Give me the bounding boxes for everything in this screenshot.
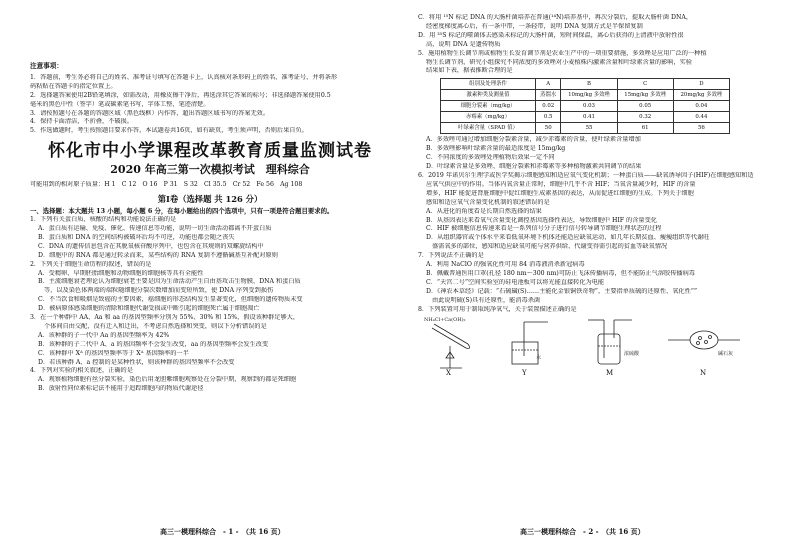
section-title: 第Ⅰ卷（选择题 共 126 分） <box>157 194 263 205</box>
label-y: Y <box>522 369 527 378</box>
notice-item: 2．选择题答案使用2B铅笔填涂，如需改动，用橡皮擦干净后，再选涂其它答案的标号；非选择题答案使用0.5 <box>30 91 331 99</box>
table-measure-header: 激素种类及测量值 <box>441 90 536 101</box>
question-line: D．《神农本草经》记载：“石硫磺(S)……主能化金银铜铁奇物”，主要指单质硫的还原性、氧化性“” <box>426 287 698 295</box>
notice-heading: 注意事项： <box>30 62 63 70</box>
atomic-masses-line: 可能用到的相对原子质量：H 1 C 12 O 16 P 31 S 32 Cl 35.5 Cr 52 Fe 56 Ag 108 <box>30 181 303 189</box>
exam-title: 怀化市中小学课程改革教育质量监测试卷 <box>48 141 372 162</box>
table-row <box>441 123 730 134</box>
notice-list <box>30 74 390 136</box>
table-cell: 0.44 <box>673 112 729 123</box>
caption-reagents: NH₄Cl+Ca(OH)₂ <box>424 317 466 324</box>
question-line: 物生长调节剂，研究小组探究不同浓度的多效唑对小麦植株内激素含量和叶绿素含量的影响，实验 <box>426 58 693 66</box>
left-column <box>30 14 390 394</box>
exam-subtitle: 2020 年高三第一次模拟考试 理科综合 <box>110 163 310 177</box>
question-line: 4．下列对实验的相关叙述，正确的是 <box>30 367 133 375</box>
question-line: B．主流细胞衰老理论认为细胞衰老主要是因为生命活动产生自由基攻击生物膜、DNA 和蛋白质 <box>38 278 301 286</box>
table-cell: 0.05 <box>617 101 673 112</box>
question-line: D．用 ³⁵S 标记的噬菌体去感染未标记的大肠杆菌，短时间保温，离心后获得的上清液中放射性很 <box>418 31 684 39</box>
table-cell: 0.32 <box>617 112 673 123</box>
question-line: C．不同浓度的多效唑处理植物后效果一定不同 <box>426 154 555 162</box>
question-line: D．从组织器官或个体水平来看低氧环境下机体还能适应缺氧运动，如几年长期贫血、瘦瘦组织等代谢旺 <box>426 234 710 242</box>
table-cell: 50 <box>536 123 561 134</box>
question-line: C．该种群中 Xᴬ 的基因型频率等于 Xᴬ 基因频率的一半 <box>38 349 189 357</box>
page-footer-right: 高三一模理科综合 - 2 - （共 16 页） <box>520 527 645 536</box>
table-cell: 56 <box>673 123 729 134</box>
question-line: A．从进化的角度看是长期自然选择的结果 <box>426 207 542 215</box>
table-group-b: B <box>561 79 617 90</box>
table-row-label: 赤霉素（mg/kg） <box>441 112 536 123</box>
question-line: 7．下列说法不正确的是 <box>418 252 484 260</box>
table-treatment-a: 蒸馏水 <box>536 90 561 101</box>
question-line: 2．下列关于细胞生命历程的叙述，错误的是 <box>30 260 152 268</box>
question-line: 盛需氧多的部位，感知和适应缺氧可能与营养供给、代谢变得需引起的贫血等缺氧情况 <box>432 243 668 251</box>
table-group-header: 组别及处理条件 <box>441 79 536 90</box>
notice-item: 码粘贴在答题卡的指定位置上。 <box>30 82 117 90</box>
question-line: 1．下列有关蛋白质、核酸的结构和功能说法正确的是 <box>30 216 177 224</box>
table-cell: 55 <box>561 123 617 134</box>
table-group-d: D <box>673 79 729 90</box>
question-line: D．被病原体感染细胞的清除和细胞代谢受损或中断引起的细胞死亡属于细胞凋亡 <box>38 305 260 313</box>
question-line: 经密度梯度离心后，有一条中带，一条轻带，说明 DNA 复制方式是半保留复制 <box>426 22 643 30</box>
notice-item: 4．保持卡面清洁，不折叠，不破损。 <box>30 118 133 126</box>
page-footer-left: 高三一模理科综合 - 1 - （共 16 页） <box>160 527 285 536</box>
table-cell: 0.04 <box>673 101 729 112</box>
right-questions-top <box>418 14 768 76</box>
table-cell: 0.02 <box>536 101 561 112</box>
table-row-label: 叶绿素含量（SPAD 值） <box>441 123 536 134</box>
notice-item: 毫米的黑色中性（签字）笔或碳素笔书写，字体工整，笔迹清楚。 <box>30 100 210 108</box>
notice-item: 1．答题前，考生务必将自己的姓名、准考证号填写在答题卡上，认真核对条形码上的姓名、准考证号，并将条形 <box>30 73 338 81</box>
right-questions-bottom <box>418 136 768 314</box>
question-line: A．该种群的子一代中 Aa 的基因型频率为 42% <box>38 331 170 339</box>
apparatus-figure <box>418 316 768 378</box>
question-line: 3．在一个种群中 AA、Aa 和 aa 的基因型频率分别为 55%、30% 和 15%，假设该种群足够大， <box>30 314 300 322</box>
question-line: D．细胞中的 RNA 都是通过转录而来，某些结构的 RNA 复制不遵循碱基互补配对原则 <box>38 251 278 259</box>
table-cell: 0.03 <box>561 101 617 112</box>
question-line: 等，以及染色体两端的端粒随细胞分裂次数增加而变短所致，使 DNA 序列受到损伤 <box>44 287 274 295</box>
right-column <box>418 14 768 378</box>
question-line: 8．下列装置可用于制取纯净氧气，关于装置描述正确的是 <box>418 305 577 313</box>
question-line: B．从基因表达来看氧气含量变化调控基因选择性表达，导致细胞中 HIF 的含量变化 <box>426 216 657 224</box>
question-line: 应氧气供应中的作用。当体内氧含量正常时，细胞中几乎不含 HIF；当氧含量减少时，HIF 的含量 <box>426 180 696 188</box>
table-cell: 0.5 <box>536 112 561 123</box>
table-treatment-d: 20mg/kg 多效唑 <box>673 90 729 101</box>
table-row <box>441 112 730 123</box>
label-m: M <box>606 369 614 378</box>
question-line: B．蛋白质和 DNA 的空间结构被破坏后均不可逆，功能也都会随之丧失 <box>38 233 235 241</box>
question-line: C．不当饮食和吸烟是致癌的主要因素，癌细胞的形态结构发生显著变化，但细胞的遗传物质未变 <box>38 296 303 304</box>
question-line: 结果如下表，据表推断合理的是 <box>426 67 513 75</box>
caption-soda-lime: 碱石灰 <box>718 351 734 358</box>
notice-item: 3．请按照题号在各题的答题区域（黑色线框）内作答，超出答题区域书写的答案无效。 <box>30 109 270 117</box>
question-line: 高，说明 DNA 是遗传物质 <box>426 40 501 48</box>
question-line: 个体间自由交配，没有迁入和迁出，不考虑自然选择和突变，则以下分析错误的是 <box>44 322 267 330</box>
table-group-a: A <box>536 79 561 90</box>
question-line: 增多，HIF 能促进肾脏细胞中促红细胞生成素基因的表达，从而促进红细胞的生成。下列关于细胞 <box>426 189 694 197</box>
question-line: 6．2019 年诺贝尔生理学或医学奖揭示细胞感知和适应氧气变化机制；一种蛋白质——缺氧诱导因子(HIF)在细胞感知和适 <box>418 171 754 179</box>
caption-acid: 浓硫酸 <box>624 351 640 358</box>
left-questions <box>30 216 390 394</box>
apparatus-drawing <box>428 316 758 378</box>
table-treatment-c: 15mg/kg 多效唑 <box>617 90 673 101</box>
experiment-table <box>440 78 730 134</box>
question-line: B．放射性同位素标记法不能用于追踪细胞内的物质代谢途径 <box>38 385 204 393</box>
question-line: C．“天宫二号”空间实验室的硅电池板可以将光能直接转化为电能 <box>426 278 605 286</box>
table-cell: 0.41 <box>561 112 617 123</box>
table-group-c: C <box>617 79 673 90</box>
question-line: D．若该种群 A、a 控制的是某种性状，则该种群的基因型频率不会改变 <box>38 358 235 366</box>
table-cell: 61 <box>617 123 673 134</box>
mc-intro: 一、选择题：本大题共 13 小题，每小题 6 分，在每小题给出的四个选项中，只有一项是符合题目要求的。 <box>30 207 334 216</box>
question-line: 感知和适应氧气含量变化机制的叙述错误的是 <box>426 198 550 206</box>
question-line: C．DNA 的遗传信息包含在其脱氧核苷酸序列中，也包含在其规则的双螺旋结构中 <box>38 242 264 250</box>
question-line: A．利用 NaClO 的强氧化性可用 84 消毒液消杀新冠病毒 <box>426 261 585 269</box>
question-line: B．多效唑影响叶绿素含量的最适浓度是 15mg/kg <box>426 145 566 153</box>
table-treatment-b: 10mg/kg 多效唑 <box>561 90 617 101</box>
notice-item: 5．作选做题时，考生按照题目要求作答，本试题卷共16页，如有缺页，考生须声明，否则后果自负。 <box>30 127 308 135</box>
label-n: N <box>700 369 707 378</box>
question-line: 由此说明硫(S)具有还原性，能消毒杀菌 <box>432 296 541 304</box>
caption-water: 水 <box>536 355 542 362</box>
table-row <box>441 101 730 112</box>
question-line: C．将用 ¹⁵N 标记 DNA 的大肠杆菌培养在普通(¹⁴N)培养基中，再次分裂后，提取大肠杆菌 DNA， <box>418 14 693 21</box>
question-line: C．HIF 被细胞信息传递来看是一系列信号分子进行信号转导调节细胞生理状态的过程 <box>426 225 662 233</box>
question-line: B．佩戴普通医用口罩(孔径 180 nm～300 nm)可防止飞沫传播病毒，但不能防止气溶胶传播病毒 <box>426 269 695 277</box>
question-line: A．受精卵、早期胚胎细胞和动物细胞的细胞核等具有全能性 <box>38 269 204 277</box>
question-line: A．观察植物细胞有丝分裂实验，染色后用龙胆紫细胞观察处在分裂中期，观察到的都是死细胞 <box>38 376 297 384</box>
question-line: B．该种群的子二代中 A、a 的基因频率不会发生改变，aa 的基因型频率会发生改变 <box>38 340 269 348</box>
question-line: 5．施用植物生长调节剂或植物生长发育调节剂是农业生产中的一项重要措施，多效唑是应用广泛的一种植 <box>418 49 707 57</box>
question-line: D．叶绿素含量是多效唑、细胞分裂素和赤霉素等多种植物激素共同调节的结果 <box>426 163 642 171</box>
question-line: A．多效唑可通过增加细胞分裂素含量，减少赤霉素的含量，使叶绿素含量增加 <box>426 136 641 144</box>
question-line: A．蛋白质有运输、免疫、催化、传递信息等功能，说明一切生命活动都离不开蛋白质 <box>38 224 272 232</box>
table-row-label: 细胞分裂素（mg/kg） <box>441 101 536 112</box>
label-x: X <box>446 369 451 378</box>
